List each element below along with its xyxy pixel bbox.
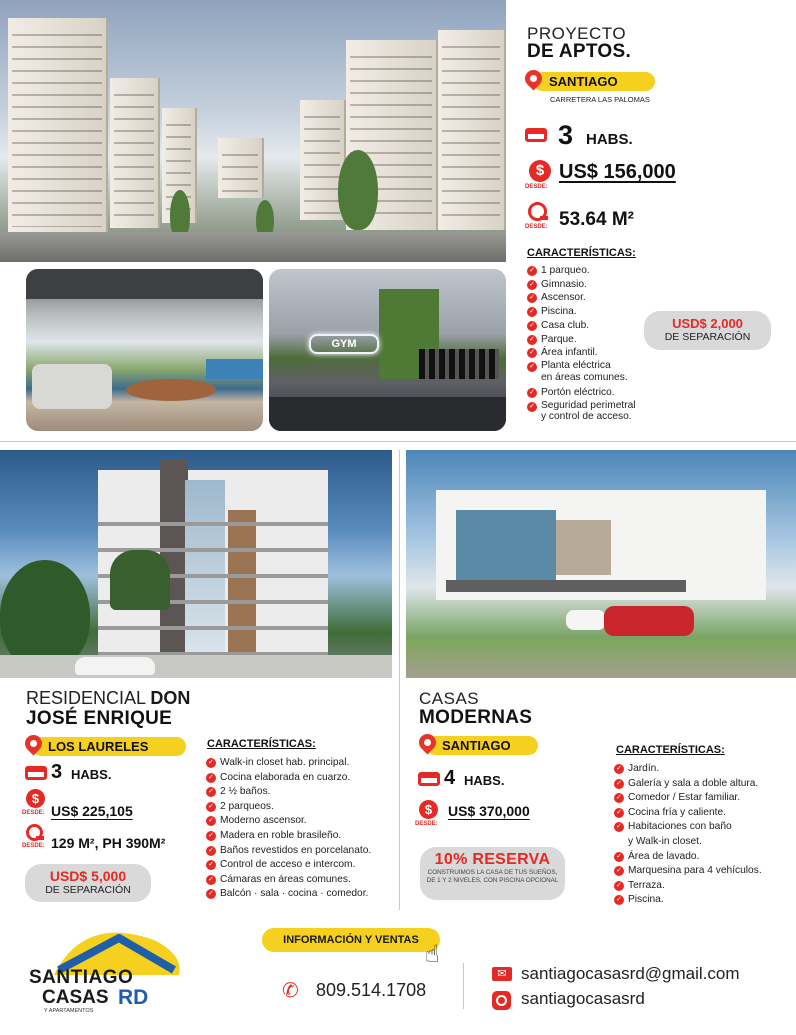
bed-icon <box>418 772 440 786</box>
logo-line1: SANTIAGO <box>29 967 134 988</box>
project3-rooms-number: 4 <box>444 767 456 789</box>
project1-sublocation: CARRETERA LAS PALOMAS <box>550 95 650 104</box>
feature-item: ✓ 2 ½ baños. <box>206 785 396 800</box>
feature-item: ✓ Gimnasio. <box>527 278 662 292</box>
dollar-icon: $ <box>26 789 45 808</box>
apartment-towers-photo <box>0 0 506 262</box>
project3-features-title: CARACTERÍSTICAS: <box>616 744 725 756</box>
project1-title-light: PROYECTO <box>527 24 627 43</box>
info-sales-banner: INFORMACIÓN Y VENTAS <box>262 928 440 952</box>
project2-rooms-label: HABS. <box>71 767 112 782</box>
dollar-icon: $ <box>419 800 438 819</box>
project1-rooms-label: HABS. <box>586 131 633 148</box>
project1-rooms-number: 3 <box>558 120 574 150</box>
project1-price-desde: DESDE: <box>525 184 548 190</box>
project2-rooms-number: 3 <box>51 761 63 783</box>
email-icon: ✉ <box>492 967 512 981</box>
footer-divider <box>463 963 464 1009</box>
feature-item: ✓ Planta eléctrica en áreas comunes. <box>527 360 662 384</box>
instagram-icon <box>492 991 511 1010</box>
project1-area: 53.64 M² <box>559 209 634 230</box>
project1-separation-label: DE SEPARACIÓN <box>664 331 751 343</box>
project2-separation-badge <box>25 864 151 902</box>
phone-icon: ✆ <box>282 980 299 1002</box>
project2-title-bold-2: JOSÉ ENRIQUE <box>26 708 173 729</box>
feature-item: ✓ Área de lavado. <box>614 850 794 865</box>
email-address[interactable]: santiagocasasrd@gmail.com <box>521 964 740 983</box>
project2-area: 129 M², PH 390M² <box>51 835 166 851</box>
column-divider <box>399 450 400 910</box>
gym-neon-sign: GYM <box>309 334 379 354</box>
dollar-icon: $ <box>529 160 551 182</box>
feature-item: ✓ Control de acceso e intercom. <box>206 858 396 873</box>
project2-features-title: CARACTERÍSTICAS: <box>207 738 316 750</box>
logo-rd: RD <box>118 986 149 1009</box>
project3-price: US$ 370,000 <box>448 803 530 819</box>
project1-area-desde: DESDE: <box>525 224 548 230</box>
project1-features-list <box>527 264 662 422</box>
project3-reserve-title: 10% RESERVA <box>434 851 551 868</box>
area-measure-icon <box>26 824 43 841</box>
feature-item: ✓ Terraza. <box>614 879 794 894</box>
project2-title-light: RESIDENCIAL <box>26 688 146 708</box>
feature-item: ✓ Área infantil. <box>527 346 662 360</box>
feature-item: ✓ Balcón · sala · cocina · comedor. <box>206 887 396 902</box>
feature-item: ✓ Moderno ascensor. <box>206 814 396 829</box>
feature-item: ✓ Casa club. <box>527 319 662 333</box>
residential-building-photo <box>0 450 392 678</box>
bed-icon <box>25 766 47 780</box>
project2-location-text: LOS LAURELES <box>48 739 149 754</box>
project1-separation-badge <box>644 311 771 350</box>
project1-price: US$ 156,000 <box>559 161 676 183</box>
logo-line2: CASAS <box>42 987 109 1008</box>
area-measure-icon <box>528 202 547 221</box>
feature-item: ✓ Piscina. <box>527 305 662 319</box>
feature-item: ✓ Habitaciones con baño y Walk-in closet. <box>614 820 794 849</box>
feature-item: ✓ Marquesina para 4 vehículos. <box>614 864 794 879</box>
project1-features-title: CARACTERÍSTICAS: <box>527 247 636 259</box>
project1-separation-amount: USD$ 2,000 <box>672 316 743 331</box>
phone-number[interactable]: 809.514.1708 <box>316 980 427 1000</box>
project2-features-list <box>206 756 396 902</box>
project2-separation-amount: USD$ 5,000 <box>49 868 127 884</box>
feature-item: ✓ Cocina fría y caliente. <box>614 806 794 821</box>
feature-item: ✓ Portón eléctrico. <box>527 386 662 400</box>
project1-location-text: SANTIAGO <box>549 74 618 89</box>
feature-item: ✓ Baños revestidos en porcelanato. <box>206 844 396 859</box>
feature-item: ✓ Cocina elaborada en cuarzo. <box>206 771 396 786</box>
project3-rooms-label: HABS. <box>464 773 505 788</box>
feature-item: ✓ Cámaras en áreas comunes. <box>206 873 396 888</box>
feature-item: ✓ Jardín. <box>614 762 794 777</box>
project3-title-bold: MODERNAS <box>419 707 533 728</box>
project2-price-desde: DESDE: <box>22 810 45 816</box>
feature-item: ✓ Walk-in closet hab. principal. <box>206 756 396 771</box>
feature-item: ✓ Ascensor. <box>527 291 662 305</box>
project3-reserve-badge <box>420 847 565 900</box>
project2-title-line1 <box>26 688 190 709</box>
project3-location-pill <box>426 736 538 755</box>
feature-item: ✓ Seguridad perimetral y control de acceso. <box>527 400 662 422</box>
project2-area-desde: DESDE: <box>22 843 45 849</box>
bed-icon <box>525 128 547 142</box>
company-logo <box>24 920 184 1025</box>
feature-item: ✓ 1 parqueo. <box>527 264 662 278</box>
project2-separation-label: DE SEPARACIÓN <box>45 884 131 896</box>
feature-item: ✓ 2 parqueos. <box>206 800 396 815</box>
feature-item: ✓ Madera en roble brasileño. <box>206 829 396 844</box>
project3-title-light: CASAS <box>419 689 480 708</box>
feature-item: ✓ Piscina. <box>614 893 794 908</box>
project1-title-bold: DE APTOS. <box>527 41 632 62</box>
instagram-handle[interactable]: santiagocasasrd <box>521 989 645 1008</box>
pool-lounge-photo <box>26 269 263 431</box>
project3-features-list <box>614 762 794 908</box>
project1-location-pill <box>533 72 655 91</box>
logo-tagline: Y APARTAMENTOS <box>44 1008 94 1014</box>
pointing-hand-icon: ☝ <box>425 941 440 968</box>
project2-price: US$ 225,105 <box>51 803 133 819</box>
modern-house-photo <box>406 450 796 678</box>
project3-price-desde: DESDE: <box>415 821 438 827</box>
project2-location-pill <box>32 737 186 756</box>
feature-item: ✓ Galería y sala a doble altura. <box>614 777 794 792</box>
feature-item: ✓ Parque. <box>527 333 662 347</box>
project3-reserve-text: CONSTRUIMOS LA CASA DE TUS SUEÑOS, DE 1 Y 2 NIVELES, CON PISCINA OPCIONAL <box>426 869 559 884</box>
project2-title-bold-1: DON <box>150 688 191 708</box>
gym-photo <box>269 269 506 431</box>
feature-item: ✓ Comedor / Estar familiar. <box>614 791 794 806</box>
project3-location-text: SANTIAGO <box>442 738 511 753</box>
section-divider <box>0 441 796 442</box>
